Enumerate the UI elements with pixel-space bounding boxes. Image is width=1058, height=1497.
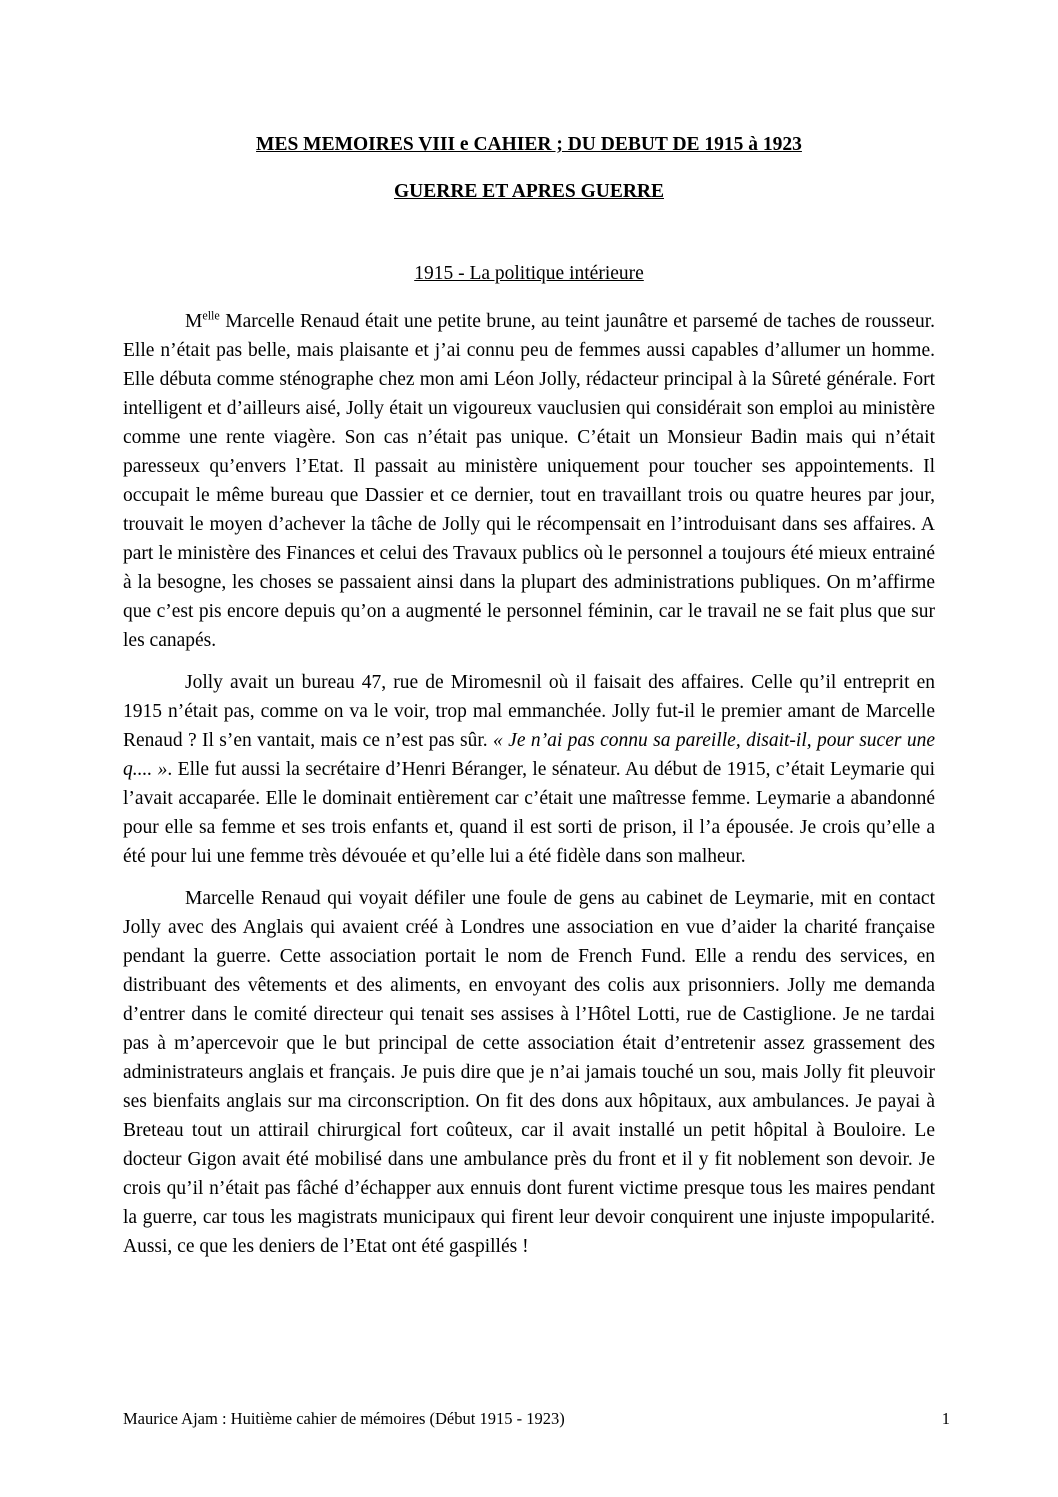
text-run-normal: . Elle fut aussi la secrétaire d’Henri Béranger, le sénateur. Au début de 1915, c’était Leymarie qui l’avait accaparée. Elle le dominait entièrement car c’était une maîtresse femme. Leymarie a abandonné pour elle sa femme et ses trois enfants et, quand il est sorti de prison, il l’a épousée. Je crois qu’elle a été pour lui une femme très dévouée et qu’elle lui a été fidèle dans son malheur. [123,759,935,867]
text-run-normal: M [185,311,203,332]
paragraph [123,307,935,655]
text-run-normal: Jolly avait un bureau 47, rue de Miromesnil où il faisait des affaires. Celle qu’il entreprit en 1915 n’était pas, comme on va le voir, trop mal emmanchée. Jolly fut-il le premier amant de Marcelle Renaud ? Il s’en vantait, mais ce n’est pas sûr. [123,672,935,751]
footer-author-text: Maurice Ajam : Huitième cahier de mémoires (Début 1915 - 1923) [123,1409,565,1428]
document-title-line-1: MES MEMOIRES VIII e CAHIER ; DU DEBUT DE 1915 à 1923 [256,134,802,155]
text-run-normal: Marcelle Renaud qui voyait défiler une foule de gens au cabinet de Leymarie, mit en contact Jolly avec des Anglais qui avaient créé à Londres une association en vue d’aider la charité française pendant la guerre. Cette association portait le nom de French Fund. Elle a rendu des services, en distribuant des vêtements et des aliments, en envoyant des colis aux prisonniers. Jolly me demanda d’entrer dans le comité directeur qui tenait ses assises à l’Hôtel Lotti, rue de Castiglione. Je ne tardai pas à m’apercevoir que le but principal de cette association était d’entretenir assez grassement des administrateurs anglais et français. Je puis dire que je n’ai jamais touché un sou, mais Jolly fit pleuvoir ses bienfaits anglais sur ma circonscription. On fit des dons aux hôpitaux, aux ambulances. Je payai à Breteau tout un attirail chirurgical fort coûteux, car il avait installé un petit hôpital à Bouloire. Le docteur Gigon avait été mobilisé dans une ambulance près du front et il y fit noblement son devoir. Je crois qu’il n’était pas fâché d’échapper aux ennuis dont furent victime presque tous les maires pendant la guerre, car tous les magistrats municipaux qui firent leur devoir conquirent une injuste impopularité. Aussi, ce que les deniers de l’Etat ont été gaspillés ! [123,888,935,1257]
paragraph [123,884,935,1261]
paragraphs [123,307,935,1261]
page-footer [123,1408,950,1430]
text-run-italic: « Je n’ai pas connu sa pareille, disait-il, pour sucer une q.... » [123,730,935,780]
page-content [123,131,935,1274]
paragraph [123,668,935,871]
footer-page-number: 1 [941,1409,950,1428]
text-run-normal: Marcelle Renaud était une petite brune, au teint jaunâtre et parsemé de taches de rousseur. Elle n’était pas belle, mais plaisante et j’ai connu peu de femmes aussi capables d’allumer un homme. Elle débuta comme sténographe chez mon ami Léon Jolly, rédacteur principal à la Sûreté générale. Fort intelligent et d’ailleurs aisé, Jolly était un vigoureux vauclusien qui considérait son emploi au ministère comme une rente viagère. Son cas n’était pas unique. C’était un Monsieur Badin mais qui n’était paresseux qu’envers l’Etat. Il passait au ministère uniquement pour toucher ses appointements. Il occupait le même bureau que Dassier et ce dernier, tout en travaillant trois ou quatre heures par jour, trouvait le moyen d’achever la tâche de Jolly qui le récompensait en l’introduisant dans ses affaires. A part le ministère des Finances et celui des Travaux publics où le personnel a toujours été mieux entrainé à la besogne, les choses se passaient ainsi dans la plupart des administrations publiques. On m’affirme que c’est pis encore depuis qu’on a augmenté le personnel féminin, car le travail ne se fait plus que sur les canapés. [123,311,935,651]
document-title-line-2: GUERRE ET APRES GUERRE [394,181,664,202]
section-heading: 1915 - La politique intérieure [414,263,644,284]
text-run-superscript: elle [202,308,220,323]
